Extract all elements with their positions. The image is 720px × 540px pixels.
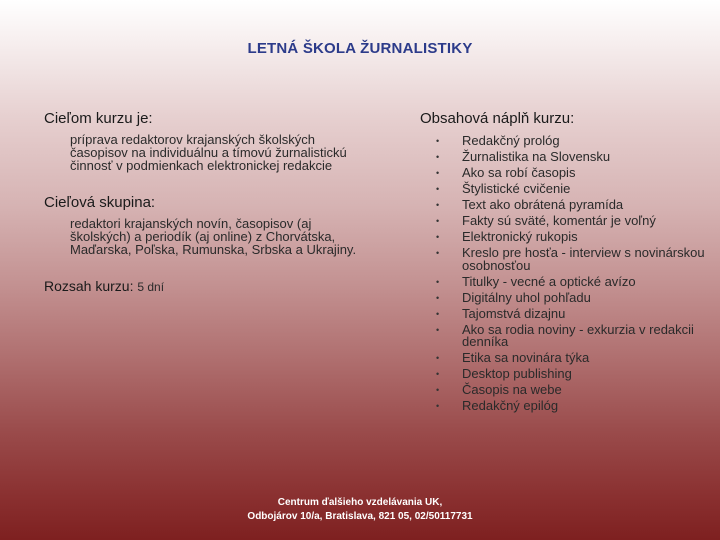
content-heading: Obsahová náplň kurzu: [420, 110, 575, 127]
bullet-icon: • [436, 292, 440, 303]
list-item: • Fakty sú sväté, komentár je voľný [436, 213, 656, 228]
bullet-icon: • [436, 248, 440, 258]
list-item: • Ako sa rodia noviny - exkurzia v redakcii denníka [436, 321, 694, 349]
audience-heading: Cieľová skupina: [44, 194, 156, 211]
bullet-icon: • [436, 200, 440, 210]
goal-text: príprava redaktorov krajanských školských časopisov na individuálnu a tímovú žurnalistickú činnosť v podmienkach elektronickej redakcie [70, 132, 347, 173]
topic-list [420, 135, 710, 413]
list-item: • Desktop publishing [436, 366, 572, 381]
list-item: • Ako sa robí časopis [436, 165, 576, 180]
bullet-icon: • [436, 168, 440, 178]
list-item: • Žurnalistika na Slovensku [436, 149, 611, 164]
list-item: • Titulky - vecné a optické avízo [436, 273, 636, 289]
list-item: • Redakčný epilóg [436, 398, 559, 413]
bullet-icon: • [436, 385, 440, 395]
footer [0, 496, 720, 524]
bullet-icon: • [436, 353, 440, 363]
goal-heading: Cieľom kurzu je: [44, 110, 153, 127]
duration-value: 5 dní [137, 280, 165, 294]
list-item: • Tajomstvá dizajnu [436, 305, 566, 321]
slide-title: LETNÁ ŠKOLA ŽURNALISTIKY [247, 40, 473, 57]
list-item: • Digitálny uhol pohľadu [436, 289, 591, 305]
left-column [44, 110, 374, 300]
bullet-icon: • [436, 216, 440, 226]
bullet-icon: • [436, 152, 440, 162]
bullet-icon: • [436, 401, 440, 411]
bullet-icon: • [436, 184, 440, 194]
duration-heading: Rozsah kurzu: [44, 278, 134, 294]
list-item: • Redakčný prológ [436, 133, 560, 148]
bullet-icon: • [436, 369, 440, 379]
list-item: • Kreslo pre hosťa - interview s novinárskou osobnosťou [436, 245, 705, 273]
footer-line-1: Centrum ďalšieho vzdelávania UK, [277, 497, 443, 508]
bullet-icon: • [436, 324, 440, 335]
bullet-icon: • [436, 136, 440, 146]
bullet-icon: • [436, 232, 440, 242]
list-item: • Etika sa novinára týka [436, 350, 590, 365]
bullet-icon: • [436, 276, 440, 287]
right-column [420, 110, 710, 416]
bullet-icon: • [436, 308, 440, 319]
footer-line-2: Odbojárov 10/a, Bratislava, 821 05, 02/50117731 [247, 511, 473, 522]
list-item: • Text ako obrátená pyramída [436, 197, 624, 212]
duration-row [44, 278, 374, 294]
audience-text: redaktori krajanských novín, časopisov (aj školských) a periodík (aj online) z Chorvátska, Maďarska, Poľska, Rumunska, Srbska a Ukrajiny. [70, 216, 357, 257]
list-item: • Štylistické cvičenie [436, 181, 571, 196]
list-item: • Elektronický rukopis [436, 229, 578, 244]
list-item: • Časopis na webe [436, 382, 562, 397]
